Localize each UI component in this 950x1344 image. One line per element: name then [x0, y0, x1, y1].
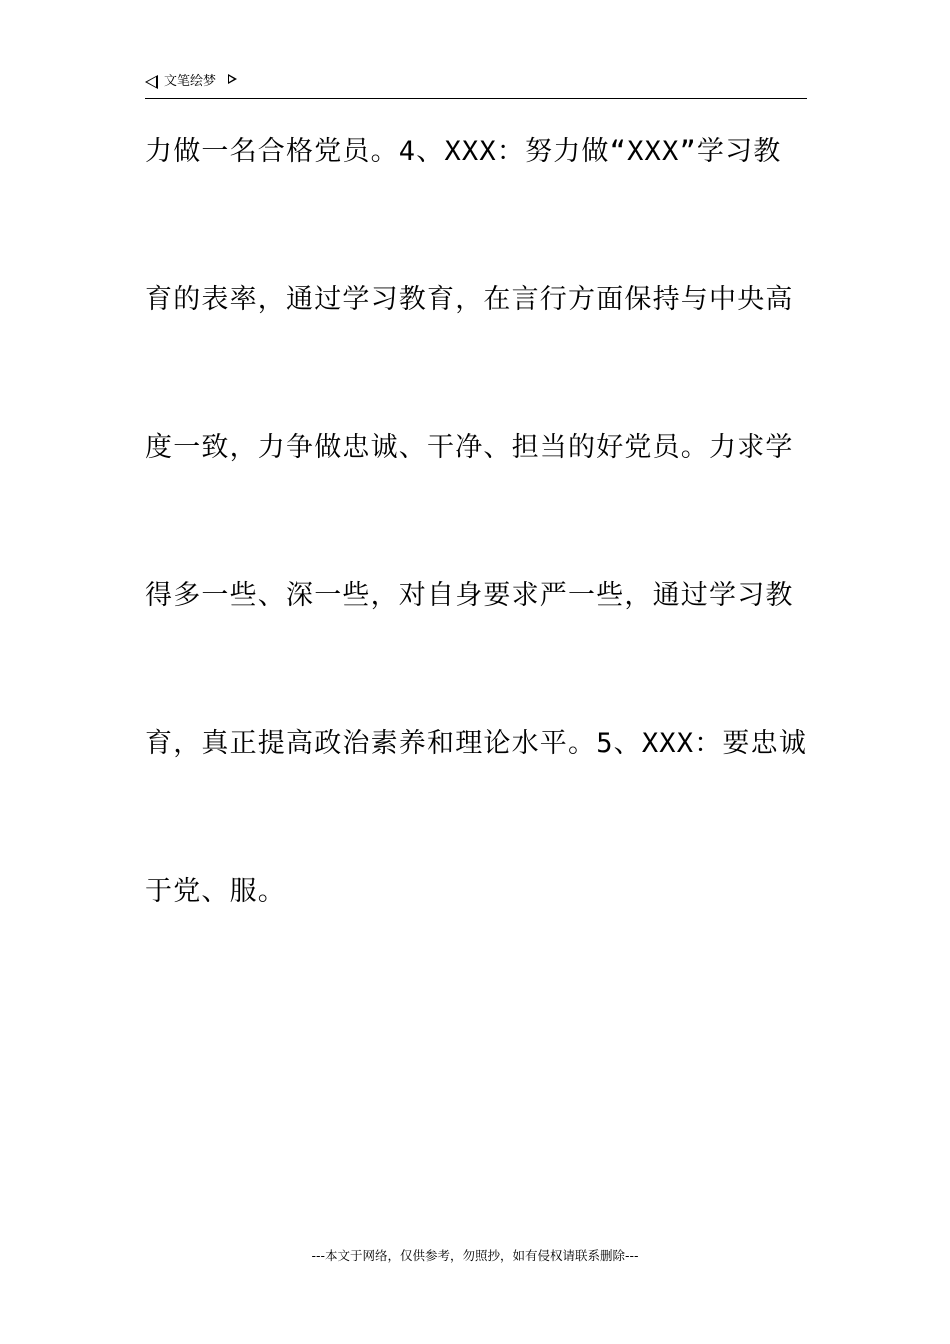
triangle-right-icon	[228, 74, 237, 84]
triangle-left-icon	[145, 75, 158, 89]
body-line: 育的表率，通过学习教育，在言行方面保持与中央高	[145, 284, 794, 315]
body-line: 于党、服。	[145, 876, 286, 907]
header-brand	[145, 72, 237, 92]
document-body	[145, 130, 807, 1018]
page-header	[145, 72, 807, 99]
body-line: 育，真正提高政治素养和理论水平。5、XXX：要忠诚	[145, 728, 808, 759]
body-line: 得多一些、深一些，对自身要求严一些，通过学习教	[145, 580, 794, 611]
header-title: 文笔绘梦	[164, 74, 217, 89]
body-line: 力做一名合格党员。4、XXX：努力做“XXX”学习教	[145, 136, 782, 167]
footer-disclaimer: ---本文于网络，仅供参考，勿照抄，如有侵权请联系删除---	[311, 1248, 639, 1263]
body-line: 度一致，力争做忠诚、干净、担当的好党员。力求学	[145, 432, 794, 463]
